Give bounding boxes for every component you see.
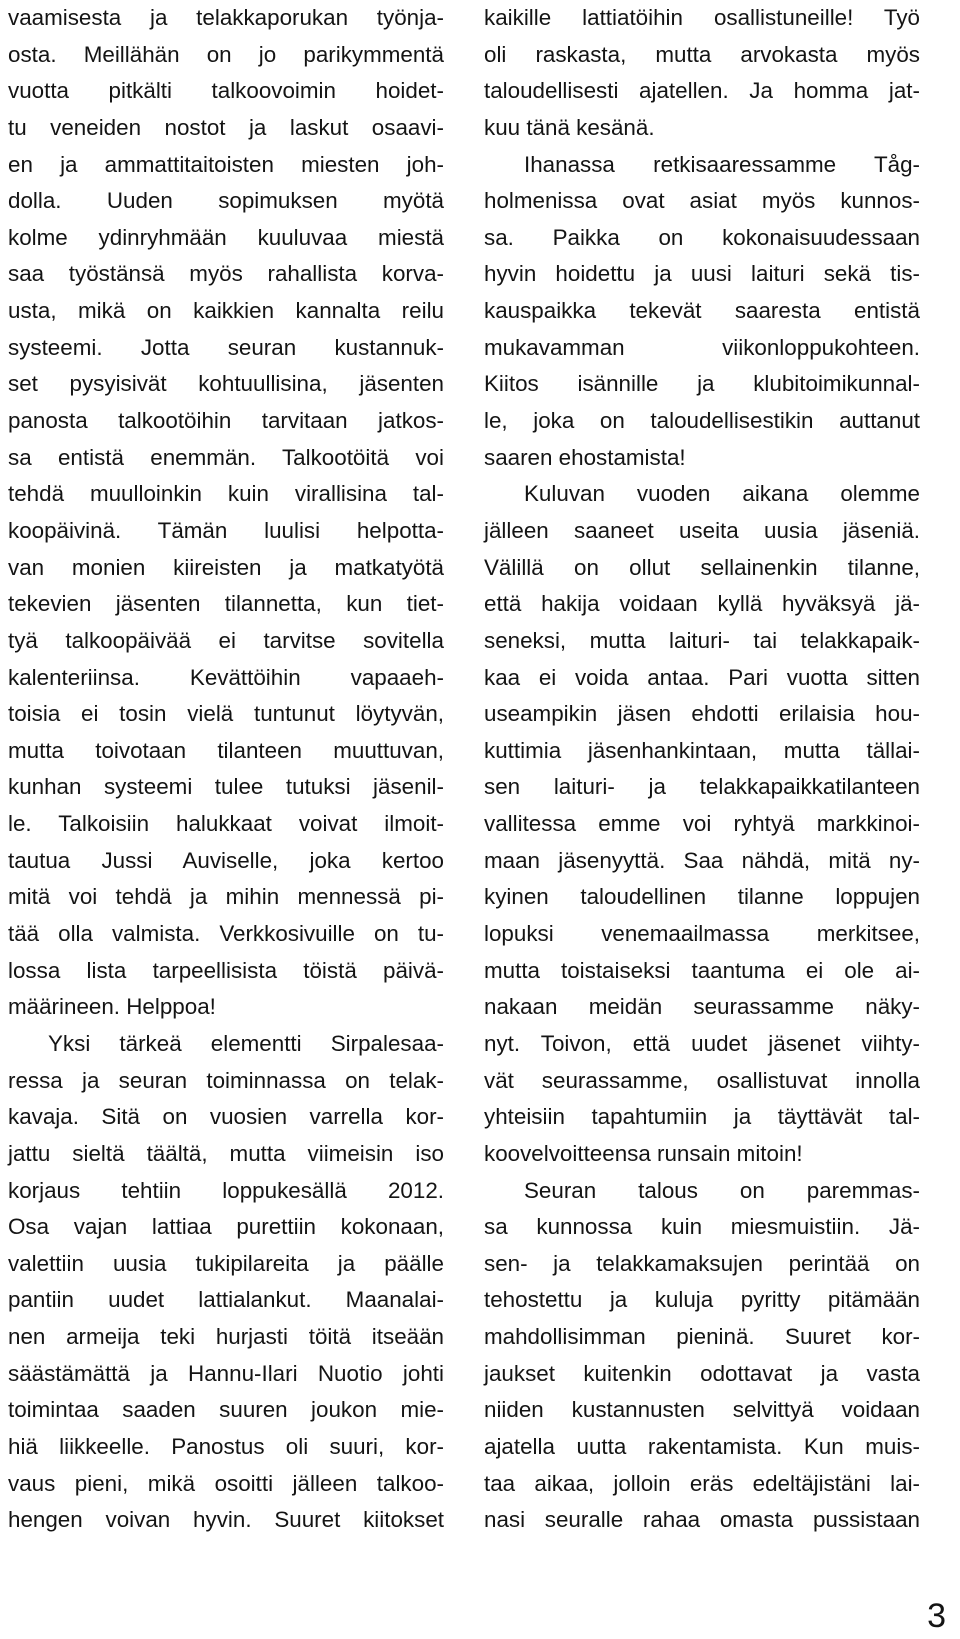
text-line: taa aikaa, jolloin eräs edeltäjistäni lai-	[484, 1470, 920, 1496]
text-line: sa. Paikka on kokonaisuudessaan	[484, 224, 920, 250]
text-line: nen armeija teki hurjasti töitä itseään	[8, 1324, 444, 1350]
text-line: saa työstänsä myös rahallista korva-	[8, 261, 444, 287]
text-line: nakaan meidän seurassamme näky-	[484, 994, 920, 1020]
text-line: koopäivinä. Tämän luulisi helpotta-	[8, 517, 444, 543]
text-line: kaa ei voida antaa. Pari vuotta sitten	[484, 664, 920, 690]
text-line: useampikin jäsen ehdotti erilaisia hou-	[484, 701, 920, 727]
text-line: toisia ei tosin vielä tuntunut löytyvän,	[8, 701, 444, 727]
text-line: kavaja. Sitä on vuosien varrella kor-	[8, 1104, 444, 1130]
text-line: hengen voivan hyvin. Suuret kiitokset	[8, 1507, 444, 1533]
text-line: Osa vajan lattiaa purettiin kokonaan,	[8, 1214, 444, 1240]
text-line: Välillä on ollut sellainenkin tilanne,	[484, 554, 920, 580]
page-number: 3	[927, 1597, 946, 1635]
text-line: mukavamman viikonloppukohteen.	[484, 334, 920, 360]
text-line: maan jäsenyyttä. Saa nähdä, mitä ny-	[484, 847, 920, 873]
left-column	[8, 0, 444, 1539]
text-line: kalenteriinsa. Kevättöihin vapaaeh-	[8, 664, 444, 690]
paragraph	[484, 147, 920, 477]
text-line: toimintaa saaden suuren joukon mie-	[8, 1397, 444, 1423]
text-line: hiä liikkeelle. Panostus oli suuri, kor-	[8, 1433, 444, 1459]
paragraph	[8, 1026, 444, 1539]
text-line: osta. Meillähän on jo parikymmentä	[8, 41, 444, 67]
text-line: systeemi. Jotta seuran kustannuk-	[8, 334, 444, 360]
text-line: määrineen. Helppoa!	[8, 994, 216, 1020]
text-line: tekevien jäsenten tilannetta, kun tiet-	[8, 591, 444, 617]
text-line: lopuksi venemaailmassa merkitsee,	[484, 921, 920, 947]
text-line: seneksi, mutta laituri- tai telakkapaik-	[484, 627, 920, 653]
text-line: pantiin uudet lattialankut. Maanalai-	[8, 1287, 444, 1313]
text-line: jaukset kuitenkin odottavat ja vasta	[484, 1360, 920, 1386]
text-line: vaamisesta ja telakkaporukan työnja-	[8, 5, 444, 30]
text-line: panosta talkootöihin tarvitaan jatkos-	[8, 408, 444, 434]
text-line: kolme ydinryhmään kuuluvaa miestä	[8, 224, 444, 250]
text-line: mutta toistaiseksi taantuma ei ole ai-	[484, 957, 920, 983]
text-line: nyt. Toivon, että uudet jäsenet viihty-	[484, 1030, 920, 1056]
text-line: vallitessa emme voi ryhtyä markkinoi-	[484, 811, 920, 837]
paragraph	[484, 0, 920, 147]
text-line: sa entistä enemmän. Talkootöitä voi	[8, 444, 444, 470]
text-line: sen- ja telakkamaksujen perintää on	[484, 1250, 920, 1276]
text-line: tautua Jussi Auviselle, joka kertoo	[8, 847, 444, 873]
text-line: vaus pieni, mikä osoitti jälleen talkoo-	[8, 1470, 444, 1496]
text-line: tyä talkoopäivää ei tarvitse sovitella	[8, 627, 444, 653]
text-line: ajatella uutta rakentamista. Kun muis-	[484, 1433, 920, 1459]
text-line: Seuran talous on paremmas-	[524, 1177, 920, 1203]
text-line: nasi seuralle rahaa omasta pussistaan	[484, 1507, 920, 1533]
text-line: ressa ja seuran toiminnassa on telak-	[8, 1067, 444, 1093]
paragraph	[484, 476, 920, 1172]
text-line: tää olla valmista. Verkkosivuille on tu-	[8, 921, 444, 947]
text-line: le, joka on taloudellisestikin auttanut	[484, 408, 920, 434]
text-line: kauspaikka tekevät saaresta entistä	[484, 298, 920, 324]
text-line: että hakija voidaan kyllä hyväksyä jä-	[484, 591, 920, 617]
text-line: yhteisiin tapahtumiin ja täyttävät tal-	[484, 1104, 920, 1130]
text-line: niiden kustannusten selvittyä voidaan	[484, 1397, 920, 1423]
text-line: vuotta pitkälti talkoovoimin hoidet-	[8, 78, 444, 104]
text-line: Yksi tärkeä elementti Sirpalesaa-	[48, 1030, 444, 1056]
text-line: korjaus tehtiin loppukesällä 2012.	[8, 1177, 444, 1203]
text-line: holmenissa ovat asiat myös kunnos-	[484, 188, 920, 214]
text-line: tehostettu ja kuluja pyritty pitämään	[484, 1287, 920, 1313]
text-line: kuu tänä kesänä.	[484, 114, 655, 140]
text-line: kaikille lattiatöihin osallistuneille! Työ	[484, 5, 920, 30]
paragraph	[8, 0, 444, 1026]
text-line: Kuluvan vuoden aikana olemme	[524, 481, 920, 507]
text-line: Kiitos isännille ja klubitoimikunnal-	[484, 371, 920, 397]
text-line: Ihanassa retkisaaressamme Tåg-	[524, 151, 920, 177]
paragraph	[484, 1173, 920, 1539]
text-line: kyinen taloudellinen tilanne loppujen	[484, 884, 920, 910]
text-line: säästämättä ja Hannu-Ilari Nuotio johti	[8, 1360, 444, 1386]
text-line: valettiin uusia tukipilareita ja päälle	[8, 1250, 444, 1276]
text-line: sa kunnossa kuin miesmuistiin. Jä-	[484, 1214, 920, 1240]
text-line: set pysyisivät kohtuullisina, jäsenten	[8, 371, 444, 397]
text-line: vät seurassamme, osallistuvat innolla	[484, 1067, 920, 1093]
text-line: saaren ehostamista!	[484, 444, 686, 470]
text-line: jattu sieltä täältä, mutta viimeisin iso	[8, 1140, 444, 1166]
text-line: jälleen saaneet useita uusia jäseniä.	[484, 517, 920, 543]
text-line: kunhan systeemi tulee tutuksi jäsenil-	[8, 774, 444, 800]
right-column	[484, 0, 920, 1539]
text-line: oli raskasta, mutta arvokasta myös	[484, 41, 920, 67]
text-line: mutta toivotaan tilanteen muuttuvan,	[8, 737, 444, 763]
text-line: hyvin hoidettu ja uusi laituri sekä tis-	[484, 261, 920, 287]
text-line: dolla. Uuden sopimuksen myötä	[8, 188, 444, 214]
text-line: en ja ammattitaitoisten miesten joh-	[8, 151, 444, 177]
text-line: tu veneiden nostot ja laskut osaavi-	[8, 114, 444, 140]
text-line: le. Talkoisiin halukkaat voivat ilmoit-	[8, 811, 444, 837]
text-line: kuttimia jäsenhankintaan, mutta tällai-	[484, 737, 920, 763]
text-line: mitä voi tehdä ja mihin mennessä pi-	[8, 884, 444, 910]
text-line: van monien kiireisten ja matkatyötä	[8, 554, 444, 580]
text-line: mahdollisimman pieninä. Suuret kor-	[484, 1324, 920, 1350]
text-line: sen laituri- ja telakkapaikkatilanteen	[484, 774, 920, 800]
text-line: koovelvoitteensa runsain mitoin!	[484, 1140, 803, 1166]
text-line: tehdä muulloinkin kuin virallisina tal-	[8, 481, 444, 507]
text-line: taloudellisesti ajatellen. Ja homma jat-	[484, 78, 920, 104]
text-line: usta, mikä on kaikkien kannalta reilu	[8, 298, 444, 324]
text-line: lossa lista tarpeellisista töistä päivä-	[8, 957, 444, 983]
